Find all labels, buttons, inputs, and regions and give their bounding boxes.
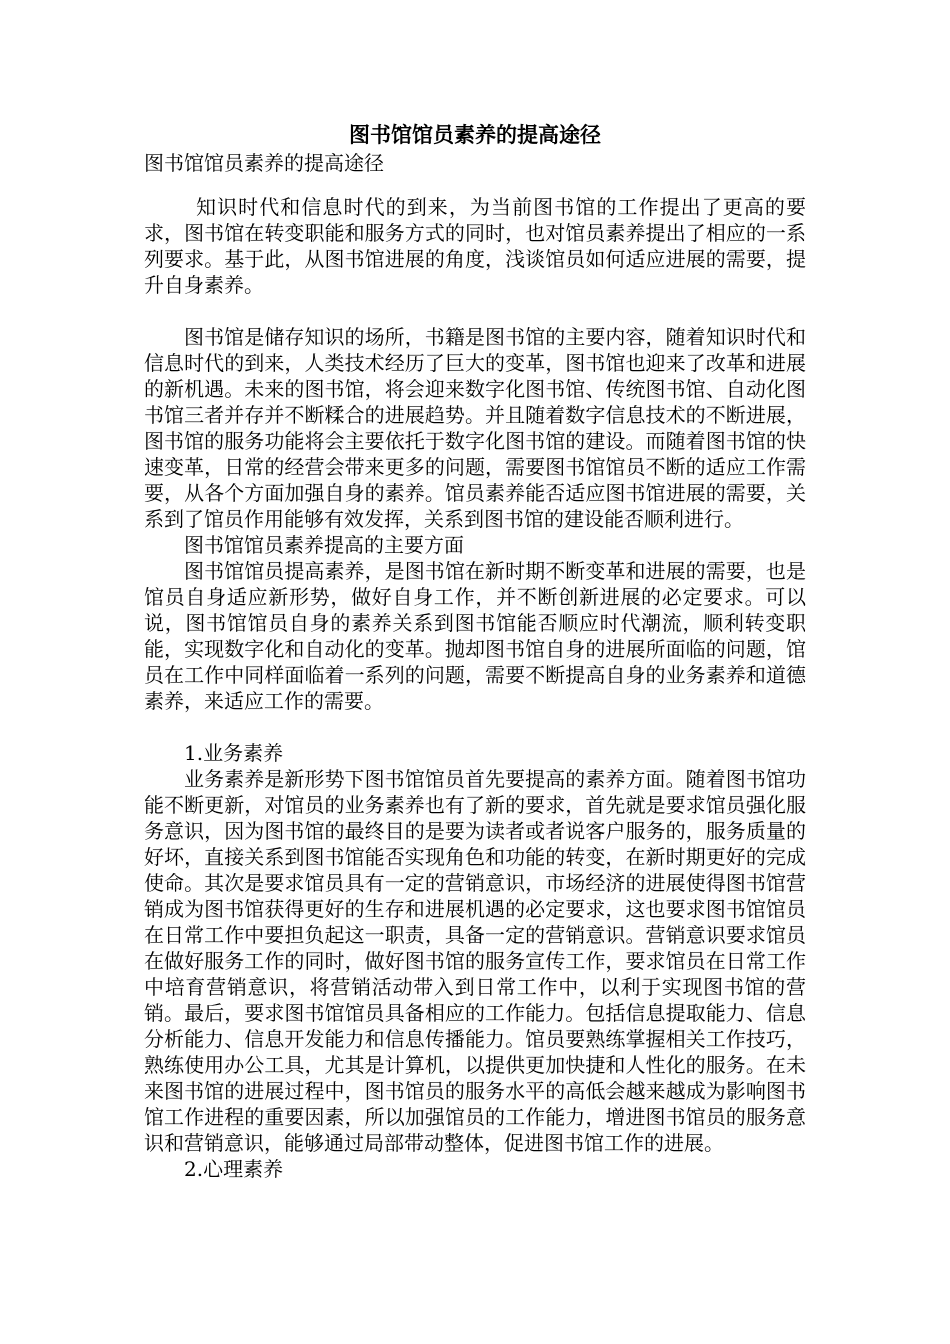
- section-heading-psychology: 2.心理素养: [184, 1157, 284, 1181]
- section-heading-main-aspects: 图书馆馆员素养提高的主要方面: [184, 533, 464, 557]
- section-heading-business: 1.业务素养: [184, 741, 284, 765]
- paragraph-background: 图书馆是储存知识的场所，书籍是图书馆的主要内容，随着知识时代和信息时代的到来，人类技术经历了巨大的变革，图书馆也迎来了改革和进展的新机遇。未来的图书馆，将会迎来数字化图书馆、传统图书馆、自动化图书馆三者并存并不断糅合的进展趋势。并且随着数字信息技术的不断进展，图书馆的服务功能将会主要依托于数字化图书馆的建设。而随着图书馆的快速变革，日常的经营会带来更多的问题，需要图书馆馆员不断的适应工作需要，从各个方面加强自身的素养。馆员素养能否适应图书馆进展的需要，关系到了馆员作用能够有效发挥，关系到图书馆的建设能否顺利进行。: [144, 325, 806, 531]
- document-subtitle: 图书馆馆员素养的提高途径: [144, 151, 384, 175]
- paragraph-business: 业务素养是新形势下图书馆馆员首先要提高的素养方面。随着图书馆功能不断更新，对馆员的业务素养也有了新的要求，首先就是要求馆员强化服务意识，因为图书馆的最终目的是要为读者或者说客户服务的，服务质量的好坏，直接关系到图书馆能否实现角色和功能的转变，在新时期更好的完成使命。其次是要求馆员具有一定的营销意识，市场经济的进展使得图书馆营销成为图书馆获得更好的生存和进展机遇的必定要求，这也要求图书馆馆员在日常工作中要担负起这一职责，具备一定的营销意识。营销意识要求馆员在做好服务工作的同时，做好图书馆的服务宣传工作，要求馆员在日常工作中培育营销意识，将营销活动带入到日常工作中，以利于实现图书馆的营销。最后，要求图书馆馆员具备相应的工作能力。包括信息提取能力、信息分析能力、信息开发能力和信息传播能力。馆员要熟练掌握相关工作技巧，熟练使用办公工具，尤其是计算机，以提供更加快捷和人性化的服务。在未来图书馆的进展过程中，图书馆员的服务水平的高低会越来越成为影响图书馆工作进程的重要因素，所以加强馆员的工作能力，增进图书馆员的服务意识和营销意识，能够通过局部带动整体，促进图书馆工作的进展。: [144, 767, 806, 1155]
- document-page: [144, 120, 806, 1182]
- document-title: 图书馆馆员素养的提高途径: [349, 122, 601, 147]
- paragraph-intro: 知识时代和信息时代的到来，为当前图书馆的工作提出了更高的要求，图书馆在转变职能和服务方式的同时，也对馆员素养提出了相应的一系列要求。基于此，从图书馆进展的角度，浅谈馆员如何适应进展的需要，提升自身素养。: [144, 195, 806, 297]
- paragraph-main-aspects: 图书馆馆员提高素养，是图书馆在新时期不断变革和进展的需要，也是馆员自身适应新形势，做好自身工作，并不断创新进展的必定要求。可以说，图书馆馆员自身的素养关系到图书馆能否顺应时代潮流，顺利转变职能，实现数字化和自动化的变革。抛却图书馆自身的进展所面临的问题，馆员在工作中同样面临着一系列的问题，需要不断提高自身的业务素养和道德素养，来适应工作的需要。: [144, 559, 806, 713]
